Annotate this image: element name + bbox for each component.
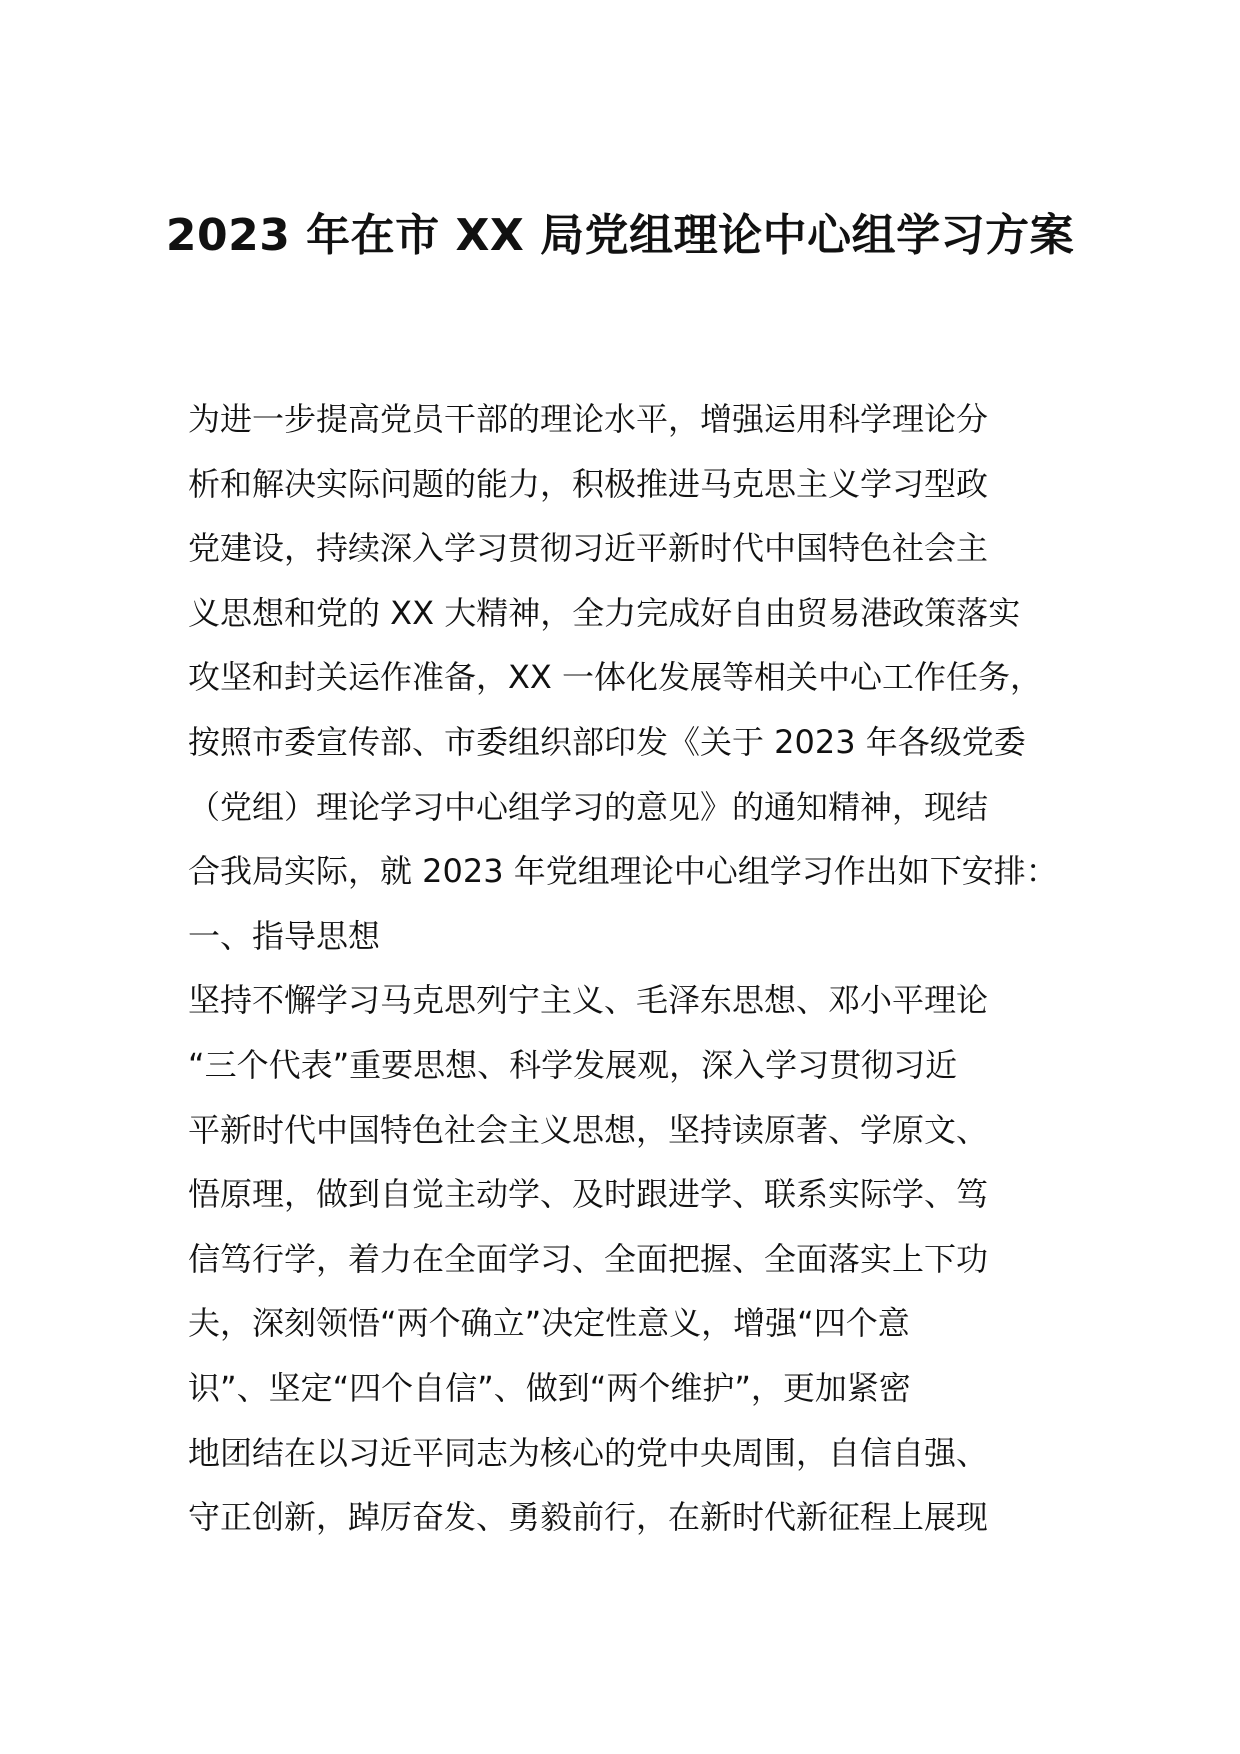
paragraph-line: 合我局实际，就 2023 年党组理论中心组学习作出如下安排： xyxy=(188,852,1058,891)
paragraph-line: （党组）理论学习中心组学习的意见》的通知精神，现结 xyxy=(188,787,989,826)
paragraph-line: 夫，深刻领悟“两个确立”决定性意义，增强“四个意 xyxy=(188,1304,910,1343)
paragraph-line: 平新时代中国特色社会主义思想，坚持读原著、学原文、 xyxy=(188,1110,989,1149)
paragraph-line: 坚持不懈学习马克思列宁主义、毛泽东思想、邓小平理论 xyxy=(188,981,989,1020)
paragraph-line: 识”、坚定“四个自信”、做到“两个维护”，更加紧密 xyxy=(188,1368,911,1407)
paragraph-line: 地团结在以习近平同志为核心的党中央周围，自信自强、 xyxy=(188,1433,989,1472)
paragraph-line: 守正创新，踔厉奋发、勇毅前行，在新时代新征程上展现 xyxy=(188,1498,989,1537)
paragraph-line: 为进一步提高党员干部的理论水平，增强运用科学理论分 xyxy=(188,400,989,438)
paragraph-line: 信笃行学，着力在全面学习、全面把握、全面落实上下功 xyxy=(188,1239,989,1278)
paragraph-line: “三个代表”重要思想、科学发展观，深入学习贯彻习近 xyxy=(188,1045,958,1084)
paragraph-line: 析和解决实际问题的能力，积极推进马克思主义学习型政 xyxy=(188,464,989,503)
paragraph-line: 悟原理，做到自觉主动学、及时跟进学、联系实际学、笃 xyxy=(188,1175,989,1214)
paragraph-line: 按照市委宣传部、市委组织部印发《关于 2023 年各级党委 xyxy=(188,722,1026,761)
document-body xyxy=(188,387,1068,1550)
paragraph-line: 义思想和党的 XX 大精神，全力完成好自由贸易港政策落实 xyxy=(188,593,1021,632)
paragraph-line: 党建设，持续深入学习贯彻习近平新时代中国特色社会主 xyxy=(188,529,989,568)
document-title: 2023 年在市 XX 局党组理论中心组学习方案 xyxy=(165,210,1075,261)
paragraph-line: 攻坚和封关运作准备，XX 一体化发展等相关中心工作任务， xyxy=(188,658,1043,697)
section-heading: 一、指导思想 xyxy=(188,916,381,955)
